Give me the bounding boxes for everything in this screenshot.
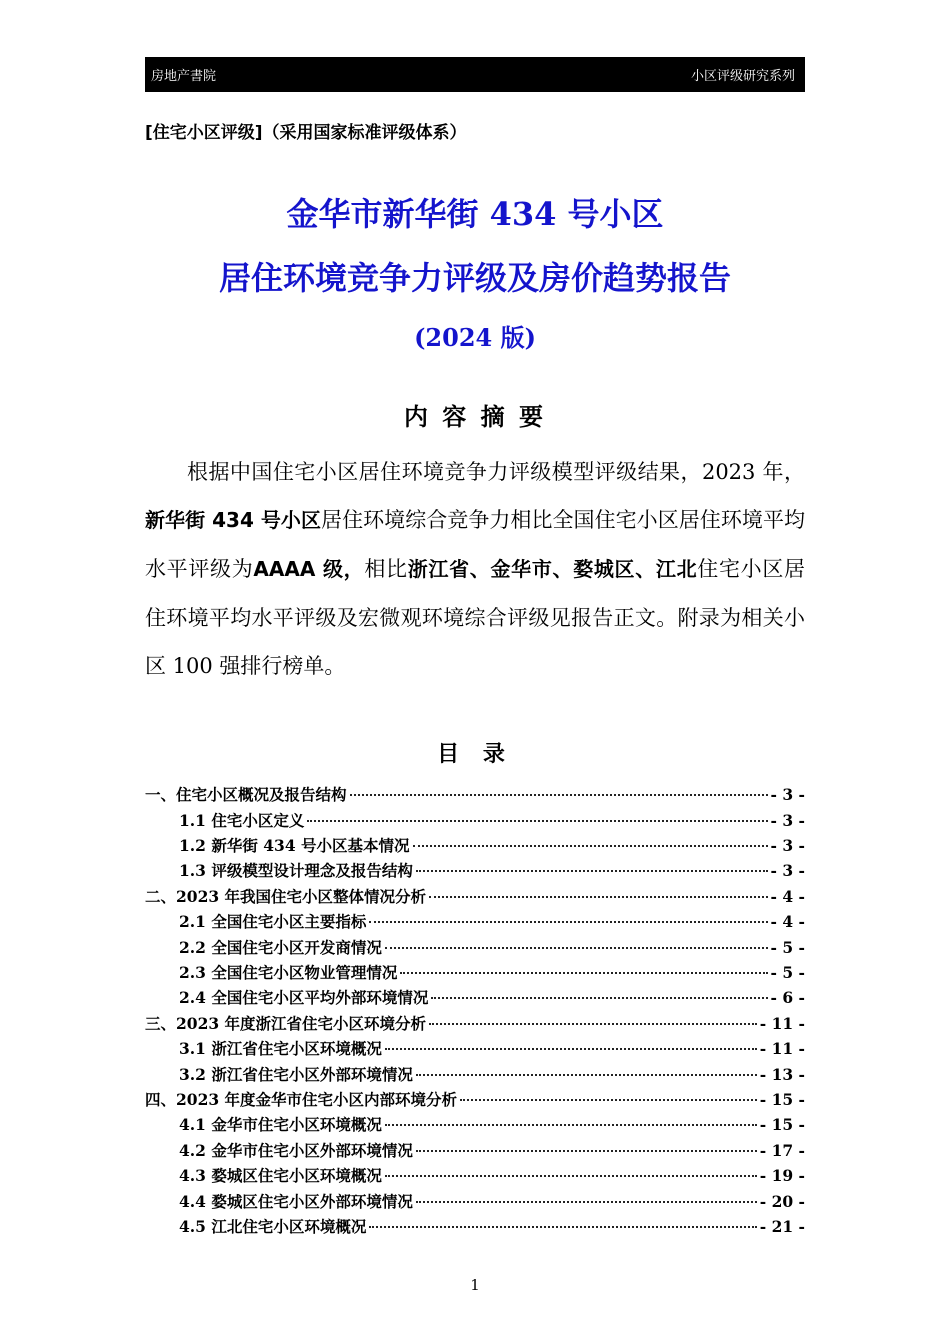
toc-entry-label: 3.1 浙江省住宅小区环境概况 — [179, 1039, 382, 1059]
toc-entry-page: - 4 - — [770, 886, 805, 906]
toc-entry-label: 1.1 住宅小区定义 — [179, 810, 305, 830]
toc-entry — [145, 935, 805, 960]
toc-entry-page: - 3 - — [770, 810, 805, 830]
toc-entry — [145, 1036, 805, 1061]
toc-entry-label: 三、2023 年度浙江省住宅小区环境分析 — [145, 1013, 427, 1033]
toc-dot-leader — [385, 1124, 757, 1126]
toc-entry-page: - 3 - — [770, 785, 805, 805]
toc-entry-page: - 19 - — [759, 1166, 805, 1186]
toc-entry-page: - 3 - — [770, 835, 805, 855]
toc-list — [145, 782, 805, 1239]
toc-dot-leader — [416, 1150, 757, 1152]
header-left-text: 房地产書院 — [151, 69, 217, 84]
abstract-heading: 内 容 摘 要 — [403, 402, 547, 431]
toc-entry-page: - 11 - — [759, 1013, 805, 1033]
toc-entry — [145, 1062, 805, 1087]
toc-entry-label: 2.1 全国住宅小区主要指标 — [179, 912, 367, 932]
toc-dot-leader — [385, 1048, 757, 1050]
toc-dot-leader — [413, 845, 768, 847]
toc-entry-page: - 15 - — [759, 1090, 805, 1110]
toc-dot-leader — [429, 1023, 757, 1025]
report-title-edition: (2024 版) — [414, 322, 536, 352]
abstract-highlight: AAAA 级， — [253, 557, 365, 582]
toc-entry-page: - 6 - — [770, 988, 805, 1008]
toc-entry-page: - 3 - — [770, 861, 805, 881]
toc-entry-label: 一、住宅小区概况及报告结构 — [145, 785, 347, 805]
toc-entry-label: 二、2023 年我国住宅小区整体情况分析 — [145, 886, 427, 906]
toc-entry — [145, 782, 805, 807]
toc-dot-leader — [429, 896, 768, 898]
rating-system-line: [住宅小区评级]（采用国家标准评级体系） — [145, 123, 467, 143]
abstract-text: 根据中国住宅小区居住环境竞争力评级模型评级结果，2023 年， — [187, 459, 805, 484]
toc-dot-leader — [400, 972, 767, 974]
toc-entry — [145, 1214, 805, 1239]
toc-entry — [145, 909, 805, 934]
toc-entry-page: - 13 - — [759, 1064, 805, 1084]
toc-entry-label: 4.1 金华市住宅小区环境概况 — [179, 1115, 382, 1135]
toc-dot-leader — [416, 1074, 757, 1076]
toc-entry-label: 2.3 全国住宅小区物业管理情况 — [179, 963, 398, 983]
toc-entry-page: - 21 - — [759, 1217, 805, 1237]
toc-entry-label: 3.2 浙江省住宅小区外部环境情况 — [179, 1064, 413, 1084]
toc-dot-leader — [431, 997, 767, 999]
report-title-line2: 居住环境竞争力评级及房价趋势报告 — [218, 259, 731, 298]
abstract-text: 居住环境综合竞争力相比全国住宅小区居住环境平均水平评级为 — [145, 508, 805, 582]
toc-entry — [145, 833, 805, 858]
toc-entry-page: - 17 - — [759, 1140, 805, 1160]
toc-dot-leader — [369, 1226, 756, 1228]
toc-entry — [145, 808, 805, 833]
report-title-line1: 金华市新华街 434 号小区 — [286, 195, 664, 233]
toc-entry — [145, 1011, 805, 1036]
toc-entry — [145, 884, 805, 909]
toc-entry — [145, 858, 805, 883]
header-right-text: 小区评级研究系列 — [690, 69, 795, 84]
toc-dot-leader — [416, 1201, 757, 1203]
toc-entry-label: 4.2 金华市住宅小区外部环境情况 — [179, 1140, 413, 1160]
abstract-text: 相比 — [364, 557, 408, 582]
toc-entry-label: 1.2 新华街 434 号小区基本情况 — [179, 835, 410, 855]
toc-entry-page: - 5 - — [770, 937, 805, 957]
toc-entry-page: - 15 - — [759, 1115, 805, 1135]
toc-entry — [145, 1112, 805, 1137]
toc-entry — [145, 985, 805, 1010]
toc-entry-page: - 20 - — [759, 1191, 805, 1211]
toc-dot-leader — [460, 1099, 757, 1101]
toc-dot-leader — [307, 820, 767, 822]
abstract-paragraph — [145, 448, 805, 692]
toc-entry — [145, 1138, 805, 1163]
toc-entry-label: 1.3 评级模型设计理念及报告结构 — [179, 861, 413, 881]
toc-dot-leader — [350, 794, 768, 796]
toc-entry-label: 2.4 全国住宅小区平均外部环境情况 — [179, 988, 429, 1008]
toc-entry-page: - 5 - — [770, 963, 805, 983]
toc-entry-page: - 4 - — [770, 912, 805, 932]
toc-entry-label: 4.4 婺城区住宅小区外部环境情况 — [179, 1191, 413, 1211]
abstract-highlight: 浙江省、金华市、婺城区、江北 — [407, 557, 698, 582]
toc-entry-label: 2.2 全国住宅小区开发商情况 — [179, 937, 382, 957]
toc-entry-page: - 11 - — [759, 1039, 805, 1059]
toc-entry — [145, 1087, 805, 1112]
toc-entry-label: 4.3 婺城区住宅小区环境概况 — [179, 1166, 382, 1186]
toc-dot-leader — [416, 870, 768, 872]
toc-entry — [145, 1163, 805, 1188]
page-number: 1 — [470, 1276, 480, 1294]
toc-entry — [145, 960, 805, 985]
abstract-text: 住宅小区居住环境平均水平评级及宏微观环境综合评级见报告正文。附录为相关小区 100 强排行榜单。 — [145, 557, 806, 679]
abstract-highlight: 新华街 434 号小区 — [145, 508, 322, 533]
toc-dot-leader — [385, 947, 768, 949]
toc-entry — [145, 1189, 805, 1214]
page-header — [145, 57, 805, 92]
toc-entry-label: 4.5 江北住宅小区环境概况 — [179, 1217, 367, 1237]
toc-dot-leader — [385, 1175, 757, 1177]
toc-entry-label: 四、2023 年度金华市住宅小区内部环境分析 — [145, 1090, 458, 1110]
toc-dot-leader — [369, 921, 767, 923]
toc-heading: 目 录 — [437, 742, 513, 768]
